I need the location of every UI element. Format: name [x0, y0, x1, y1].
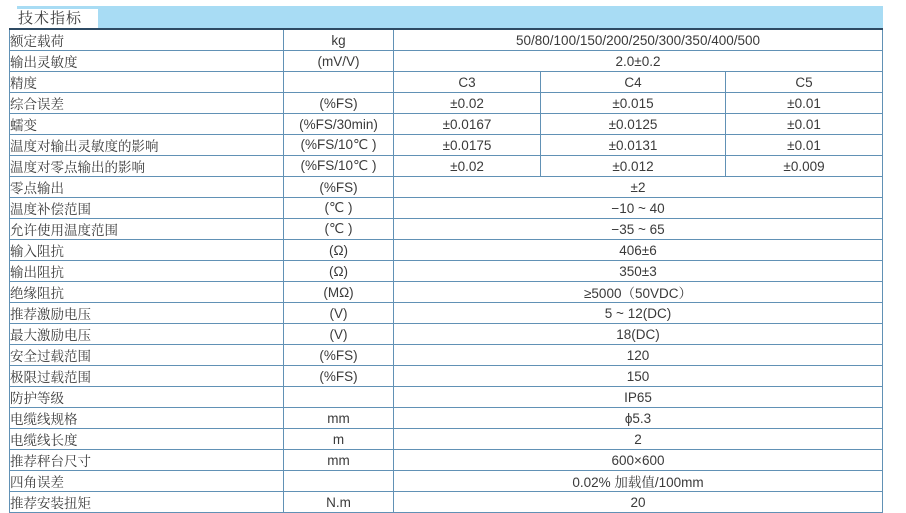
row-value-cell: ±0.01 — [726, 135, 883, 156]
table-row — [10, 240, 883, 261]
table-row — [10, 114, 883, 135]
table-row — [10, 408, 883, 429]
row-unit-cell: (%FS/30min) — [284, 114, 394, 135]
table-row — [10, 450, 883, 471]
row-label-cell: 电缆线长度 — [10, 429, 284, 450]
row-value-cell: C3 — [394, 72, 541, 93]
table-row — [10, 429, 883, 450]
row-value-cell: ±0.015 — [541, 93, 726, 114]
table-row — [10, 471, 883, 492]
row-value-cell: 600×600 — [394, 450, 883, 471]
row-label-cell: 防护等级 — [10, 387, 284, 408]
row-unit-cell: kg — [284, 29, 394, 51]
row-unit-cell: N.m — [284, 492, 394, 513]
table-row — [10, 324, 883, 345]
row-value-cell: C5 — [726, 72, 883, 93]
row-label-cell: 电缆线规格 — [10, 408, 284, 429]
table-row — [10, 492, 883, 513]
table-row — [10, 156, 883, 177]
row-value-cell: ±0.012 — [541, 156, 726, 177]
table-row — [10, 303, 883, 324]
row-label-cell: 精度 — [10, 72, 284, 93]
row-label-cell: 输出灵敏度 — [10, 51, 284, 72]
row-label-cell: 四角误差 — [10, 471, 284, 492]
row-value-cell: ±0.009 — [726, 156, 883, 177]
row-unit-cell: (%FS) — [284, 177, 394, 198]
row-value-cell: 20 — [394, 492, 883, 513]
row-label-cell: 允许使用温度范围 — [10, 219, 284, 240]
table-row — [10, 135, 883, 156]
row-value-cell: ±0.0175 — [394, 135, 541, 156]
row-unit-cell: (mV/V) — [284, 51, 394, 72]
row-value-cell: ±0.02 — [394, 93, 541, 114]
row-value-cell: 0.02% 加载值/100mm — [394, 471, 883, 492]
row-value-cell: ±0.0125 — [541, 114, 726, 135]
table-row — [10, 345, 883, 366]
row-unit-cell: (℃ ) — [284, 198, 394, 219]
table-row — [10, 366, 883, 387]
spec-table — [9, 28, 883, 513]
row-unit-cell: (℃ ) — [284, 219, 394, 240]
row-label-cell: 综合误差 — [10, 93, 284, 114]
row-label-cell: 推荐安装扭矩 — [10, 492, 284, 513]
page-title: 技术指标 — [17, 9, 98, 28]
row-label-cell: 最大激励电压 — [10, 324, 284, 345]
row-label-cell: 蠕变 — [10, 114, 284, 135]
row-label-cell: 绝缘阻抗 — [10, 282, 284, 303]
table-row — [10, 282, 883, 303]
row-value-cell: ±0.01 — [726, 93, 883, 114]
row-value-cell: 2.0±0.2 — [394, 51, 883, 72]
table-row — [10, 198, 883, 219]
table-row — [10, 177, 883, 198]
title-ribbon — [17, 6, 883, 28]
row-label-cell: 输出阻抗 — [10, 261, 284, 282]
row-label-cell: 安全过载范围 — [10, 345, 284, 366]
table-row — [10, 93, 883, 114]
row-unit-cell — [284, 72, 394, 93]
row-label-cell: 温度对零点输出的影响 — [10, 156, 284, 177]
row-value-cell: 406±6 — [394, 240, 883, 261]
row-unit-cell: (V) — [284, 303, 394, 324]
row-unit-cell: (%FS/10℃ ) — [284, 156, 394, 177]
row-value-cell: ≥5000（50VDC） — [394, 282, 883, 303]
row-value-cell: ±0.0131 — [541, 135, 726, 156]
row-unit-cell: mm — [284, 408, 394, 429]
row-value-cell: ±0.01 — [726, 114, 883, 135]
row-value-cell: −35 ~ 65 — [394, 219, 883, 240]
row-unit-cell: mm — [284, 450, 394, 471]
row-value-cell: ±0.02 — [394, 156, 541, 177]
row-value-cell: ±2 — [394, 177, 883, 198]
row-label-cell: 温度补偿范围 — [10, 198, 284, 219]
row-label-cell: 推荐激励电压 — [10, 303, 284, 324]
table-row — [10, 29, 883, 51]
row-unit-cell: m — [284, 429, 394, 450]
row-label-cell: 温度对输出灵敏度的影响 — [10, 135, 284, 156]
row-value-cell: ϕ5.3 — [394, 408, 883, 429]
row-value-cell: 150 — [394, 366, 883, 387]
row-value-cell: IP65 — [394, 387, 883, 408]
row-value-cell: 2 — [394, 429, 883, 450]
row-value-cell: 120 — [394, 345, 883, 366]
table-row — [10, 261, 883, 282]
row-value-cell: −10 ~ 40 — [394, 198, 883, 219]
row-label-cell: 推荐秤台尺寸 — [10, 450, 284, 471]
row-unit-cell: (%FS) — [284, 93, 394, 114]
row-label-cell: 输入阻抗 — [10, 240, 284, 261]
table-row — [10, 72, 883, 93]
row-label-cell: 极限过载范围 — [10, 366, 284, 387]
row-unit-cell: (MΩ) — [284, 282, 394, 303]
row-value-cell: 350±3 — [394, 261, 883, 282]
row-value-cell: 5 ~ 12(DC) — [394, 303, 883, 324]
row-value-cell: 18(DC) — [394, 324, 883, 345]
table-row — [10, 51, 883, 72]
row-value-cell: C4 — [541, 72, 726, 93]
row-unit-cell: (Ω) — [284, 240, 394, 261]
row-unit-cell: (%FS) — [284, 366, 394, 387]
table-row — [10, 219, 883, 240]
row-label-cell: 额定载荷 — [10, 29, 284, 51]
row-unit-cell: (%FS/10℃ ) — [284, 135, 394, 156]
table-row — [10, 387, 883, 408]
row-unit-cell — [284, 387, 394, 408]
row-unit-cell — [284, 471, 394, 492]
row-value-cell: 50/80/100/150/200/250/300/350/400/500 — [394, 29, 883, 51]
row-value-cell: ±0.0167 — [394, 114, 541, 135]
row-label-cell: 零点输出 — [10, 177, 284, 198]
spec-table-body — [10, 29, 883, 513]
row-unit-cell: (Ω) — [284, 261, 394, 282]
row-unit-cell: (V) — [284, 324, 394, 345]
row-unit-cell: (%FS) — [284, 345, 394, 366]
